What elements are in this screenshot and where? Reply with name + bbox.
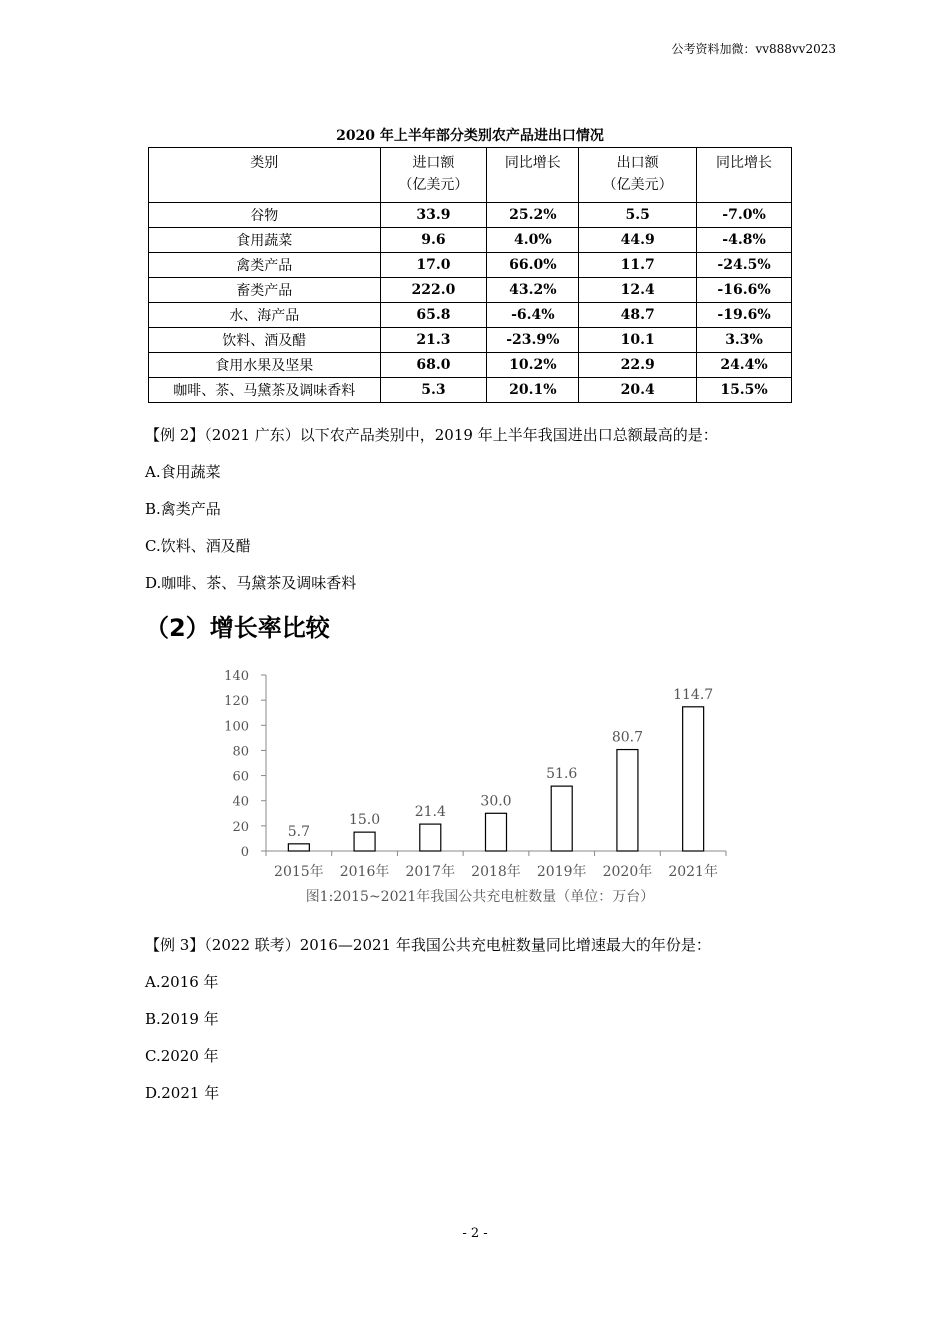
y-tick-label: 140 bbox=[224, 669, 249, 684]
x-tick-label: 2017年 bbox=[405, 864, 456, 880]
example3-option-b: B.2019 年 bbox=[145, 1010, 219, 1028]
y-tick-label: 80 bbox=[232, 744, 249, 760]
bar bbox=[683, 707, 704, 851]
import-export-table bbox=[148, 147, 792, 403]
bar-value-label: 15.0 bbox=[348, 812, 381, 829]
table-row: 谷物 33.9 25.2% 5.5 -7.0% bbox=[149, 203, 792, 228]
header-category: 类别 bbox=[149, 148, 381, 203]
bar bbox=[551, 786, 572, 851]
bar bbox=[288, 844, 309, 851]
table-row: 禽类产品 17.0 66.0% 11.7 -24.5% bbox=[149, 253, 792, 278]
bar-value-label: 5.7 bbox=[287, 823, 310, 840]
example3-option-d: D.2021 年 bbox=[145, 1084, 220, 1102]
example2-option-c: C.饮料、酒及醋 bbox=[145, 537, 251, 555]
header-import-growth: 同比增长 bbox=[487, 148, 579, 203]
x-tick-label: 2021年 bbox=[668, 864, 718, 880]
table-header-row bbox=[149, 148, 792, 203]
table-row: 咖啡、茶、马黛茶及调味香料 5.3 20.1% 20.4 15.5% bbox=[149, 378, 792, 403]
watermark: 公考资料加微：vv888vv2023 bbox=[671, 42, 836, 56]
bar-value-label: 114.7 bbox=[673, 686, 714, 703]
y-tick-label: 60 bbox=[232, 769, 249, 785]
x-tick-label: 2019年 bbox=[536, 864, 587, 880]
bar bbox=[354, 832, 375, 851]
bar-value-label: 80.7 bbox=[611, 729, 644, 746]
example2-question: 【例 2】（2021 广东）以下农产品类别中，2019 年上半年我国进出口总额最高的是： bbox=[145, 426, 718, 444]
example3-question: 【例 3】（2022 联考）2016—2021 年我国公共充电桩数量同比增速最大的年份是： bbox=[145, 936, 711, 954]
y-tick-label: 100 bbox=[224, 719, 249, 735]
y-tick-label: 0 bbox=[240, 845, 249, 860]
table-title: 2020 年上半年部分类别农产品进出口情况 bbox=[336, 128, 604, 144]
example2-option-a: A.食用蔬菜 bbox=[145, 463, 221, 481]
header-export: 出口额 （亿美元） bbox=[579, 148, 697, 203]
table-row: 饮料、酒及醋 21.3 -23.9% 10.1 3.3% bbox=[149, 328, 792, 353]
chart-title: 图1:2015~2021年我国公共充电桩数量（单位：万台） bbox=[305, 889, 655, 905]
y-tick-label: 120 bbox=[224, 694, 249, 710]
bar-value-label: 30.0 bbox=[480, 793, 512, 810]
page-number: - 2 - bbox=[462, 1226, 488, 1241]
header-export-growth: 同比增长 bbox=[697, 148, 792, 203]
table-row: 食用蔬菜 9.6 4.0% 44.9 -4.8% bbox=[149, 228, 792, 253]
charging-pile-bar-chart bbox=[200, 660, 740, 910]
bar-value-label: 21.4 bbox=[414, 804, 446, 821]
header-import: 进口额 （亿美元） bbox=[380, 148, 487, 203]
bar bbox=[486, 813, 507, 851]
example3-option-c: C.2020 年 bbox=[145, 1047, 219, 1065]
example3-option-a: A.2016 年 bbox=[145, 973, 219, 991]
table-row: 水、海产品 65.8 -6.4% 48.7 -19.6% bbox=[149, 303, 792, 328]
y-tick-label: 40 bbox=[232, 794, 249, 810]
bar-value-label: 51.6 bbox=[546, 766, 578, 783]
example2-option-d: D.咖啡、茶、马黛茶及调味香料 bbox=[145, 574, 357, 592]
x-tick-label: 2020年 bbox=[602, 864, 653, 880]
table-row: 食用水果及坚果 68.0 10.2% 22.9 24.4% bbox=[149, 353, 792, 378]
x-tick-label: 2018年 bbox=[471, 864, 521, 880]
y-tick-label: 20 bbox=[232, 819, 249, 835]
section-title: （2）增长率比较 bbox=[145, 614, 330, 642]
bar bbox=[617, 750, 638, 851]
table-row: 畜类产品 222.0 43.2% 12.4 -16.6% bbox=[149, 278, 792, 303]
example2-option-b: B.禽类产品 bbox=[145, 500, 221, 518]
x-tick-label: 2016年 bbox=[339, 864, 390, 880]
x-tick-label: 2015年 bbox=[274, 864, 324, 880]
bar bbox=[420, 824, 441, 851]
